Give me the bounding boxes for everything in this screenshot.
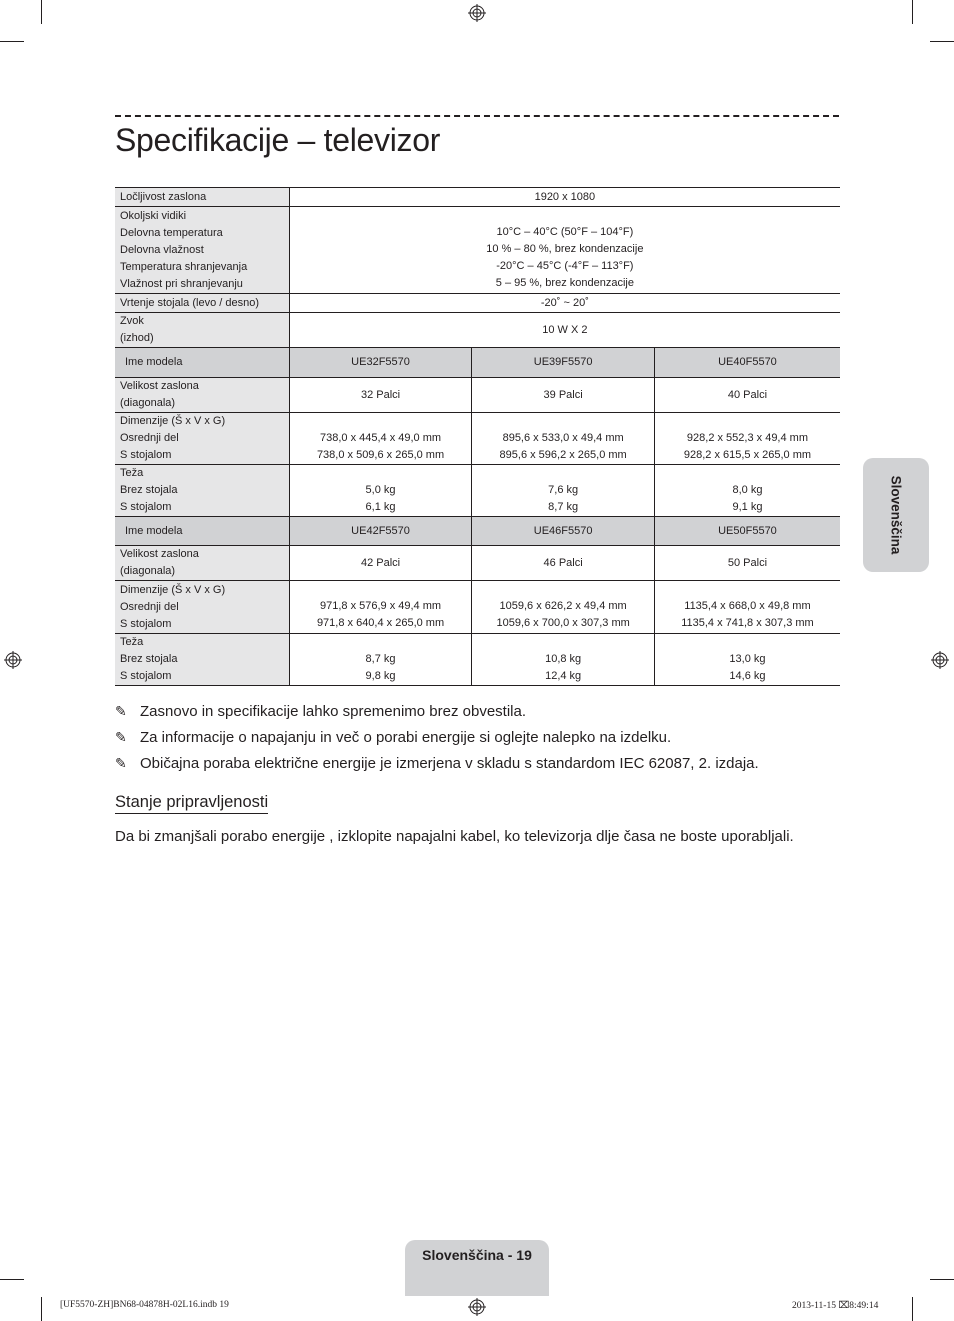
language-side-tab-label: Slovenščina bbox=[888, 475, 904, 555]
note-text: Običajna poraba električne energije je izmerjena v skladu s standardom IEC 62087, 2. izdaja. bbox=[140, 754, 759, 772]
spec-row-screen-size bbox=[115, 546, 840, 581]
spec-value: 971,8 x 576,9 x 49,4 mm 971,8 x 640,4 x 265,0 mm bbox=[289, 581, 472, 634]
crop-mark bbox=[912, 0, 913, 24]
spec-value: 10,8 kg 12,4 kg bbox=[472, 634, 655, 686]
model-name: UE39F5570 bbox=[472, 348, 655, 378]
spec-value: 42 Palci bbox=[289, 546, 472, 581]
model-header-row bbox=[115, 348, 840, 378]
spec-label: Zvok (izhod) bbox=[115, 313, 289, 348]
spec-value: 5,0 kg 6,1 kg bbox=[289, 465, 472, 517]
spec-row-sound bbox=[115, 313, 840, 348]
spec-label: Velikost zaslona (diagonala) bbox=[115, 546, 289, 581]
model-name: UE50F5570 bbox=[654, 517, 840, 546]
spec-row-dimensions bbox=[115, 413, 840, 465]
model-header-label: Ime modela bbox=[115, 517, 289, 546]
note-text: Zasnovo in specifikacije lahko spremenimo brez obvestila. bbox=[140, 702, 527, 720]
spec-value: 32 Palci bbox=[289, 378, 472, 413]
model-header-label: Ime modela bbox=[115, 348, 289, 378]
notes-list bbox=[115, 698, 845, 776]
footer-timestamp: 2013-11-15 ⌧8:49:14 bbox=[792, 1301, 879, 1311]
spec-value: 10 W X 2 bbox=[289, 313, 840, 348]
model-name: UE32F5570 bbox=[289, 348, 472, 378]
spec-value: 895,6 x 533,0 x 49,4 mm 895,6 x 596,2 x 265,0 mm bbox=[472, 413, 655, 465]
crop-mark bbox=[0, 1279, 24, 1280]
note-item bbox=[115, 698, 845, 724]
spec-value: 8,0 kg 9,1 kg bbox=[654, 465, 840, 517]
crop-mark bbox=[930, 41, 954, 42]
model-header-row bbox=[115, 517, 840, 546]
registration-mark-icon bbox=[468, 1298, 486, 1316]
crop-mark bbox=[930, 1279, 954, 1280]
language-side-tab bbox=[863, 458, 929, 572]
crop-mark bbox=[0, 41, 24, 42]
spec-label: Teža Brez stojala S stojalom bbox=[115, 634, 289, 686]
footer-file-name: [UF5570-ZH]BN68-04878H-02L16.indb 19 bbox=[60, 1300, 229, 1310]
page-number-label: Slovenščina - 19 bbox=[422, 1247, 532, 1263]
spec-value: 7,6 kg 8,7 kg bbox=[472, 465, 655, 517]
pencil-note-icon: ✎ bbox=[115, 702, 127, 719]
registration-mark-icon bbox=[468, 4, 486, 22]
spec-row-weight bbox=[115, 634, 840, 686]
spec-label: Dimenzije (Š x V x G) Osrednji del S stojalom bbox=[115, 413, 289, 465]
spec-value: 50 Palci bbox=[654, 546, 840, 581]
spec-value: 8,7 kg 9,8 kg bbox=[289, 634, 472, 686]
spec-label: Velikost zaslona (diagonala) bbox=[115, 378, 289, 413]
page-number-tab bbox=[405, 1240, 549, 1296]
model-name: UE40F5570 bbox=[654, 348, 840, 378]
spec-value: 39 Palci bbox=[472, 378, 655, 413]
crop-mark bbox=[912, 1297, 913, 1321]
registration-mark-icon bbox=[931, 651, 949, 669]
spec-value: 46 Palci bbox=[472, 546, 655, 581]
note-text: Za informacije o napajanju in več o porabi energije si oglejte nalepko na izdelku. bbox=[140, 728, 672, 746]
spec-row-dimensions bbox=[115, 581, 840, 634]
pencil-note-icon: ✎ bbox=[115, 728, 127, 745]
spec-value: 10°C – 40°C (50°F – 104°F) 10 % – 80 %, brez kondenzacije -20°C – 45°C (-4°F – 113°F) 5 – 95 %, brez kondenzacije bbox=[289, 207, 840, 294]
spec-row-screen-size bbox=[115, 378, 840, 413]
note-item bbox=[115, 724, 845, 750]
spec-label: Teža Brez stojala S stojalom bbox=[115, 465, 289, 517]
spec-value: 1059,6 x 626,2 x 49,4 mm 1059,6 x 700,0 x 307,3 mm bbox=[472, 581, 655, 634]
spec-label: Dimenzije (Š x V x G) Osrednji del S stojalom bbox=[115, 581, 289, 634]
standby-text: Da bi zmanjšali porabo energije , izklopite napajalni kabel, ko televizorja dlje časa ne boste uporabljali. bbox=[115, 828, 794, 845]
model-name: UE42F5570 bbox=[289, 517, 472, 546]
page-title: Specifikacije – televizor bbox=[115, 122, 441, 158]
standby-heading: Stanje pripravljenosti bbox=[115, 793, 268, 814]
registration-mark-icon bbox=[4, 651, 22, 669]
spec-table bbox=[115, 187, 840, 686]
spec-row-environment bbox=[115, 207, 840, 294]
spec-row-resolution bbox=[115, 188, 840, 207]
spec-label: Ločljivost zaslona bbox=[115, 188, 289, 207]
spec-label: Vrtenje stojala (levo / desno) bbox=[115, 294, 289, 313]
spec-label: Okoljski vidiki Delovna temperatura Delovna vlažnost Temperatura shranjevanja Vlažnost pri shranjevanju bbox=[115, 207, 289, 294]
spec-value: 928,2 x 552,3 x 49,4 mm 928,2 x 615,5 x 265,0 mm bbox=[654, 413, 840, 465]
spec-row-weight bbox=[115, 465, 840, 517]
spec-value: 13,0 kg 14,6 kg bbox=[654, 634, 840, 686]
crop-mark bbox=[41, 1297, 42, 1321]
title-dashed-rule bbox=[115, 115, 839, 117]
spec-value: 738,0 x 445,4 x 49,0 mm 738,0 x 509,6 x 265,0 mm bbox=[289, 413, 472, 465]
spec-value: 40 Palci bbox=[654, 378, 840, 413]
spec-value: 1920 x 1080 bbox=[289, 188, 840, 207]
spec-row-stand-swivel bbox=[115, 294, 840, 313]
model-name: UE46F5570 bbox=[472, 517, 655, 546]
crop-mark bbox=[41, 0, 42, 24]
note-item bbox=[115, 750, 845, 776]
pencil-note-icon: ✎ bbox=[115, 754, 127, 771]
spec-value: -20˚ ~ 20˚ bbox=[289, 294, 840, 313]
spec-value: 1135,4 x 668,0 x 49,8 mm 1135,4 x 741,8 x 307,3 mm bbox=[654, 581, 840, 634]
